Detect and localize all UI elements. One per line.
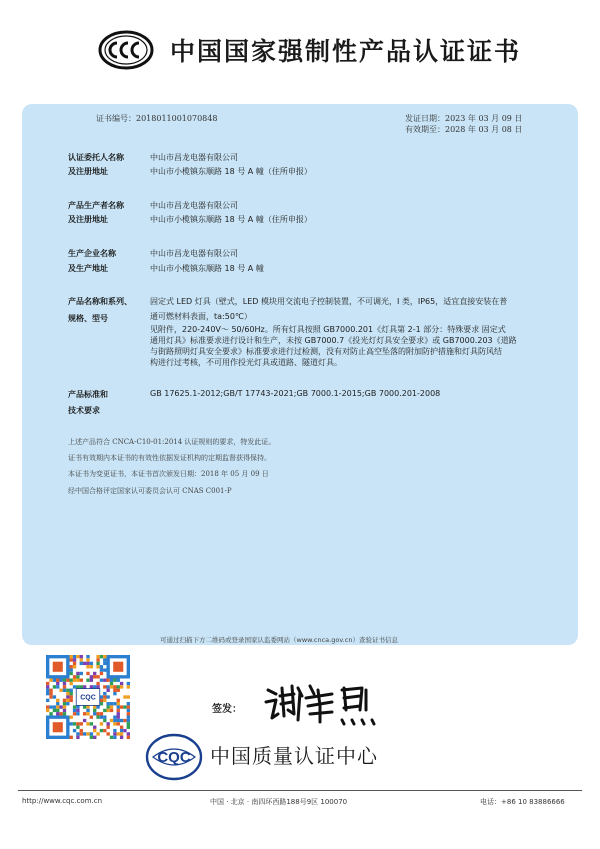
standard-label-2: 技术要求: [68, 406, 100, 415]
product-desc-line: 构进行过考核，不可用作投光灯具或道路、隧道灯具。: [150, 358, 342, 367]
product-label: 产品名称和系列、: [68, 297, 132, 306]
footer-url-link[interactable]: http://www.cqc.com.cn: [22, 797, 103, 805]
applicant-address: 中山市小榄镇东顺路 18 号 A 幢（住所申报）: [150, 167, 312, 176]
factory-address: 中山市小榄镇东顺路 18 号 A 幢: [150, 264, 264, 273]
manufacturer-name: 中山市昌龙电器有限公司: [150, 201, 238, 210]
factory-name: 中山市昌龙电器有限公司: [150, 249, 238, 258]
standard-label: 产品标准和: [68, 390, 108, 399]
manufacturer-label-2: 及注册地址: [68, 215, 108, 224]
certificate-panel: [22, 104, 578, 645]
statement-line: 经中国合格评定国家认可委员会认可 CNAS C001-P: [68, 487, 232, 495]
product-desc-line: 固定式 LED 灯具（壁式，LED 模块用交流电子控制装置，不可调光，I 类，IP65，适宜直接安装在普: [150, 297, 508, 306]
product-desc-line: 与街路照明灯具安全要求》标准要求进行过检测，没有对防止高空坠落的附加防护措施和灯具防风结: [150, 347, 502, 356]
statement-line: 上述产品符合 CNCA-C10-01:2014 认证规则的要求，特发此证。: [68, 438, 276, 446]
valid-date-label: 有效期至：: [405, 125, 445, 134]
manufacturer-label: 产品生产者名称: [68, 201, 124, 210]
verify-note: 可通过扫描下方二维码或登录国家认监委网站（www.cnca.gov.cn）查验证书信息: [160, 636, 398, 644]
applicant-label-2: 及注册地址: [68, 167, 108, 176]
statement-line: 本证书为变更证书，本证书首次颁发日期：2018 年 05 月 09 日: [68, 470, 269, 478]
factory-label-2: 及生产地址: [68, 264, 108, 273]
statement-line: 证书有效期内本证书的有效性依据发证机构的定期监督获得保持。: [68, 454, 271, 462]
signature-label: 签发：: [212, 704, 242, 715]
cert-no-label: 证书编号：: [96, 114, 136, 123]
applicant-name: 中山市昌龙电器有限公司: [150, 153, 238, 162]
cert-no-row: [96, 113, 217, 124]
qr-center-logo-text: CQC: [80, 694, 96, 702]
cqc-logo-icon: [145, 733, 203, 781]
signature-image: [262, 680, 382, 726]
ccc-logo-icon: [98, 30, 154, 70]
issue-date-label: 发证日期：: [405, 114, 445, 123]
footer-phone: 电话：+86 10 83886666: [480, 798, 565, 806]
cqc-logo-text: CQC: [157, 749, 191, 766]
footer-divider: [18, 790, 582, 791]
cert-no-value: 2018011001070848: [136, 114, 218, 123]
issuer-name: 中国质量认证中心: [210, 744, 378, 768]
factory-label: 生产企业名称: [68, 249, 116, 258]
standards-list: GB 17625.1-2012;GB/T 17743-2021;GB 7000.1-2015;GB 7000.201-2008: [150, 389, 441, 398]
certificate-title: 中国国家强制性产品认证证书: [170, 37, 522, 66]
issue-date-value: 2023 年 03 月 09 日: [445, 114, 523, 123]
product-desc-line: 通用灯具》标准要求进行设计和生产，未按 GB7000.7《投光灯灯具安全要求》或 GB7000.203《道路: [150, 336, 517, 345]
valid-date-value: 2028 年 03 月 08 日: [445, 125, 523, 134]
product-desc-line: 见附件，220-240V～ 50/60Hz。所有灯具按照 GB7000.201《灯具第 2-1 部分：特殊要求 固定式: [150, 325, 506, 334]
manufacturer-address: 中山市小榄镇东顺路 18 号 A 幢（住所申报）: [150, 215, 312, 224]
applicant-label: 认证委托人名称: [68, 153, 124, 162]
qr-code-icon[interactable]: [46, 655, 130, 739]
valid-date-row: [405, 124, 522, 135]
product-label-2: 规格、型号: [68, 314, 108, 323]
product-desc-line: 通可燃材料表面，ta:50℃）: [150, 312, 252, 321]
issue-date-row: [405, 113, 522, 124]
footer-address: 中国 · 北京 · 南四环西路188号9区 100070: [210, 798, 348, 806]
